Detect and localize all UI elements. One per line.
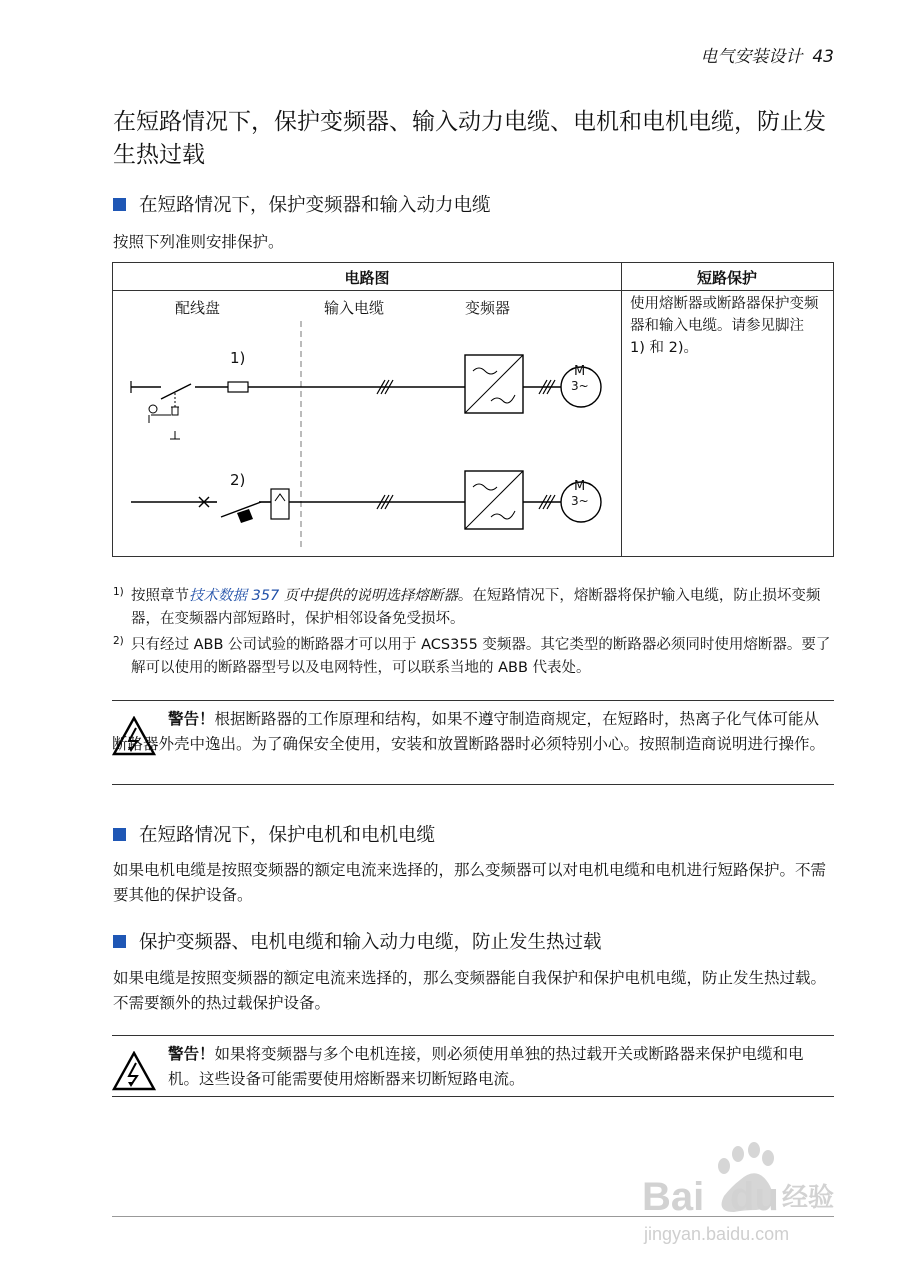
section-heading-text: 保护变频器、电机电缆和输入动力电缆，防止发生热过载 xyxy=(139,932,602,953)
bullet-square-icon xyxy=(113,828,126,841)
section-heading-motor-cable xyxy=(113,821,435,847)
table-header-circuit: 电路图 xyxy=(344,269,390,287)
page-title: 在短路情况下，保护变频器、输入动力电缆、电机和电机电缆，防止发生热过载 xyxy=(113,109,826,168)
warning-2-label: 警告！ xyxy=(168,1045,215,1063)
footnote-1 xyxy=(113,585,838,631)
section-heading-drive-cable xyxy=(113,191,491,217)
footnote-1-italic: 页中提供的说明选择熔断器 xyxy=(279,588,458,604)
section-heading-text: 在短路情况下，保护电机和电机电缆 xyxy=(139,825,436,846)
protection-table xyxy=(112,262,834,557)
watermark-cn: 经验 xyxy=(782,1183,835,1213)
tech-data-link[interactable]: 技术数据 357 xyxy=(189,588,280,604)
watermark-brand2: du xyxy=(730,1175,779,1219)
warning-1-text xyxy=(112,707,834,757)
circuit-diagram xyxy=(113,291,621,557)
section-heading-text: 在短路情况下，保护变频器和输入动力电缆 xyxy=(139,195,491,216)
header-section: 电气安装设计 xyxy=(700,47,803,67)
label-panel: 配线盘 xyxy=(175,299,221,317)
bullet-square-icon xyxy=(113,935,126,948)
motor-2-label: M xyxy=(574,479,586,494)
footnote-2 xyxy=(113,634,838,680)
warning-box-1 xyxy=(112,700,834,785)
intro-text: 按照下列准则安排保护。 xyxy=(113,233,284,251)
label-case-2: 2) xyxy=(230,471,246,489)
watermark-url: jingyan.baidu.com xyxy=(644,1224,790,1244)
footnote-1-mark: 1) xyxy=(113,586,124,598)
motor-1-phase: 3~ xyxy=(571,379,589,393)
running-header xyxy=(700,42,834,67)
warning-2-body: 如果将变频器与多个电机连接，则必须使用单独的热过载开关或断路器来保护电缆和电机。这些设备可能需要使用熔断器来切断短路电流。 xyxy=(168,1045,804,1088)
label-drive: 变频器 xyxy=(465,299,511,317)
warning-2-text xyxy=(112,1042,834,1092)
label-case-1: 1) xyxy=(230,349,246,367)
watermark-brand: Bai xyxy=(642,1175,705,1219)
table-header-protection: 短路保护 xyxy=(696,269,757,287)
protection-description: 使用熔断器或断路器保护变频器和输入电缆。请参见脚注 1) 和 2)。 xyxy=(630,296,819,356)
section-2-text: 如果电机电缆是按照变频器的额定电流来选择的，那么变频器可以对电机电缆和电机进行短路保护。不需要其他的保护设备。 xyxy=(113,861,827,904)
section-heading-thermal-overload xyxy=(113,928,602,954)
label-input-cable: 输入电缆 xyxy=(324,299,385,317)
motor-2-phase: 3~ xyxy=(571,494,589,508)
warning-1-body: 根据断路器的工作原理和结构，如果不遵守制造商规定，在短路时，热离子化气体可能从断路器外壳中逸出。为了确保安全使用，安装和放置断路器时必须特别小心。按照制造商说明进行操作。 xyxy=(112,710,826,753)
page-number: 43 xyxy=(812,47,834,67)
motor-1-label: M xyxy=(574,364,586,379)
baidu-paw-logo-icon xyxy=(640,1140,840,1250)
footnote-2-mark: 2) xyxy=(113,635,124,647)
footnote-1-rest: 。在短路情况下，熔断器将保护输入电缆，防止损坏变频器，在变频器内部短路时，保护相邻设备免受损坏。 xyxy=(131,588,821,627)
warning-1-label: 警告！ xyxy=(168,710,215,728)
section-3-text: 如果电缆是按照变频器的额定电流来选择的，那么变频器能自我保护和保护电机电缆，防止发生热过载。不需要额外的热过载保护设备。 xyxy=(113,969,827,1012)
footnote-1-prefix: 按照章节 xyxy=(131,588,189,604)
bullet-square-icon xyxy=(113,198,126,211)
baidu-watermark xyxy=(640,1140,840,1254)
warning-box-2 xyxy=(112,1035,834,1097)
footnote-2-text: 只有经过 ABB 公司试验的断路器才可以用于 ACS355 变频器。其它类型的断路器必须同时使用熔断器。要了解可以使用的断路器型号以及电网特性，可以联系当地的 ABB 代表处。 xyxy=(131,637,831,676)
